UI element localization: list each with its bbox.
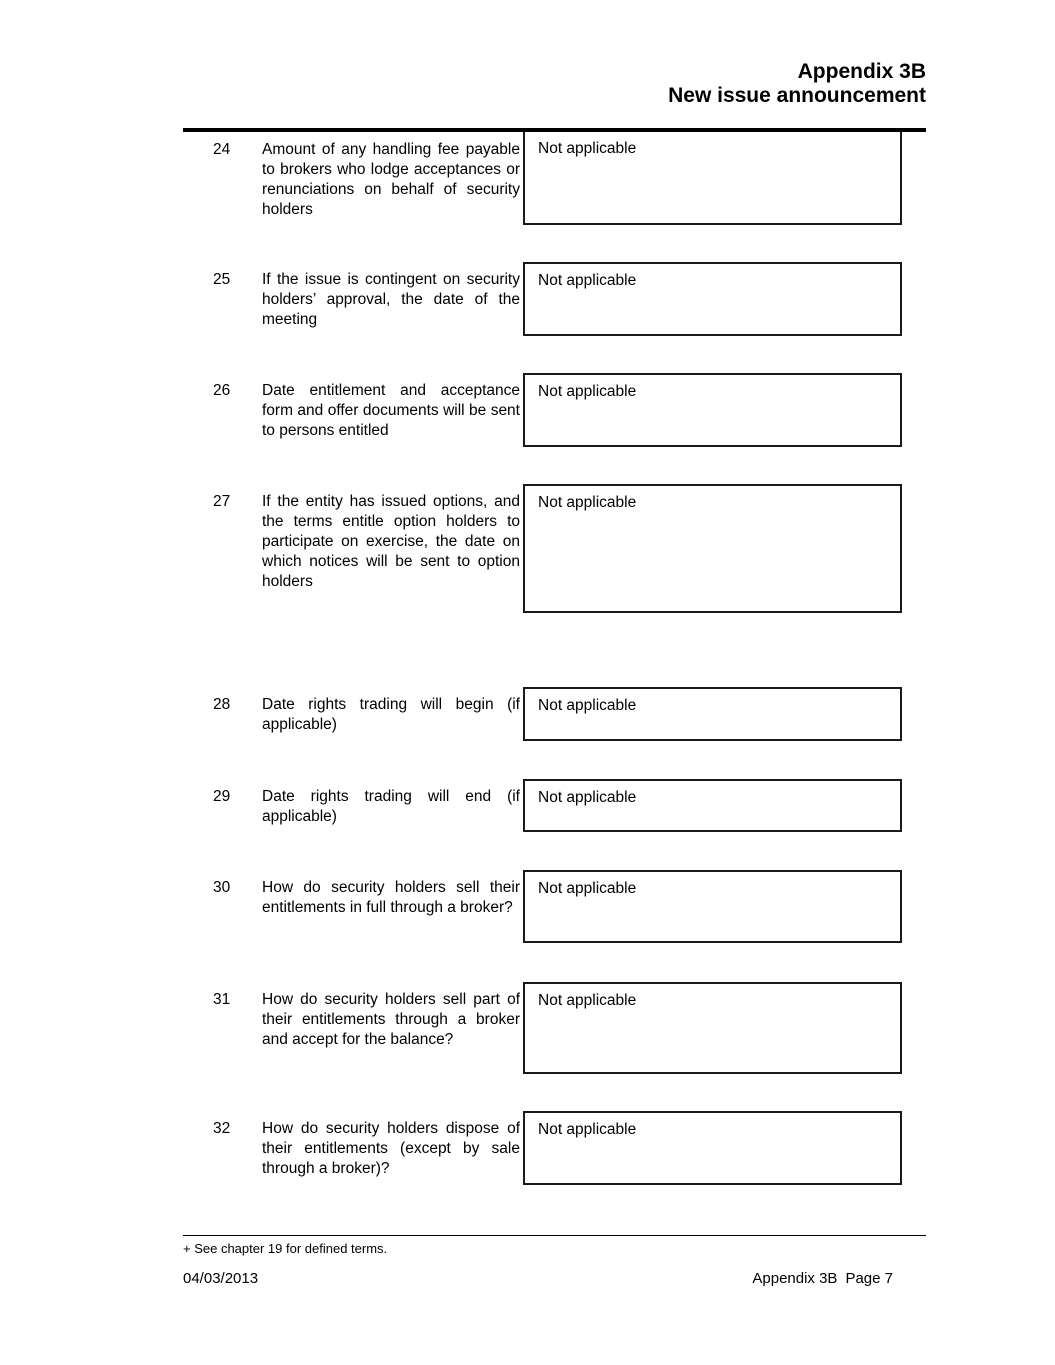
answer-text: Not applicable: [538, 140, 637, 157]
form-item: [183, 373, 926, 447]
item-question: If the issue is contingent on security holders’ approval, the date of the meeting: [262, 271, 520, 328]
answer-box: [523, 1111, 902, 1185]
form-item: [183, 982, 926, 1074]
answer-text: Not applicable: [538, 494, 637, 511]
item-question: Amount of any handling fee payable to brokers who lodge acceptances or renunciations on behalf of security holders: [262, 141, 520, 218]
answer-box: [523, 262, 902, 336]
item-number: 24: [213, 141, 231, 158]
item-number: 32: [213, 1120, 231, 1137]
form-item: [183, 687, 926, 741]
answer-box: [523, 779, 902, 832]
footer-appendix-label: Appendix 3B: [752, 1270, 838, 1287]
item-number: 29: [213, 788, 231, 805]
form-item: [183, 779, 926, 832]
answer-box: [523, 132, 902, 225]
item-question: Date rights trading will begin (if applicable): [262, 696, 520, 733]
answer-text: Not applicable: [538, 272, 637, 289]
item-question: How do security holders sell their entitlements in full through a broker?: [262, 879, 520, 916]
defined-terms-note: + See chapter 19 for defined terms.: [183, 1241, 388, 1256]
answer-text: Not applicable: [538, 383, 637, 400]
document-header: [183, 0, 926, 108]
answer-box: [523, 687, 902, 741]
item-question: Date rights trading will end (if applicable): [262, 788, 520, 825]
item-question: If the entity has issued options, and the terms entitle option holders to participate on exercise, the date on which notices will be sent to option holders: [262, 493, 520, 590]
item-number: 26: [213, 382, 231, 399]
answer-box: [523, 982, 902, 1074]
answer-box: [523, 373, 902, 447]
answer-text: Not applicable: [538, 880, 637, 897]
item-number: 27: [213, 493, 231, 510]
answer-box: [523, 484, 902, 613]
question-list: [183, 132, 926, 1185]
answer-text: Not applicable: [538, 1121, 637, 1138]
form-item: [183, 262, 926, 336]
item-question: How do security holders sell part of their entitlements through a broker and accept for the balance?: [262, 991, 520, 1048]
item-question: Date entitlement and acceptance form and offer documents will be sent to persons entitled: [262, 382, 520, 439]
item-number: 28: [213, 696, 231, 713]
item-number: 30: [213, 879, 231, 896]
footer-page-ref: [752, 1270, 893, 1287]
appendix-title: Appendix 3B: [797, 60, 926, 83]
page-footer: [183, 1270, 926, 1287]
item-number: 31: [213, 991, 231, 1008]
form-item: [183, 870, 926, 943]
form-item: [183, 1111, 926, 1185]
footer-date: 04/03/2013: [183, 1270, 259, 1287]
footer-rule: [183, 1235, 926, 1236]
answer-box: [523, 870, 902, 943]
answer-text: Not applicable: [538, 697, 637, 714]
answer-text: Not applicable: [538, 992, 637, 1009]
form-item: [183, 484, 926, 613]
item-number: 25: [213, 271, 231, 288]
item-question: How do security holders dispose of their entitlements (except by sale through a broker)?: [262, 1120, 520, 1177]
document-subtitle: New issue announcement: [668, 84, 926, 107]
form-item: [183, 132, 926, 225]
footer-page-number: Page 7: [845, 1270, 893, 1287]
answer-text: Not applicable: [538, 789, 637, 806]
